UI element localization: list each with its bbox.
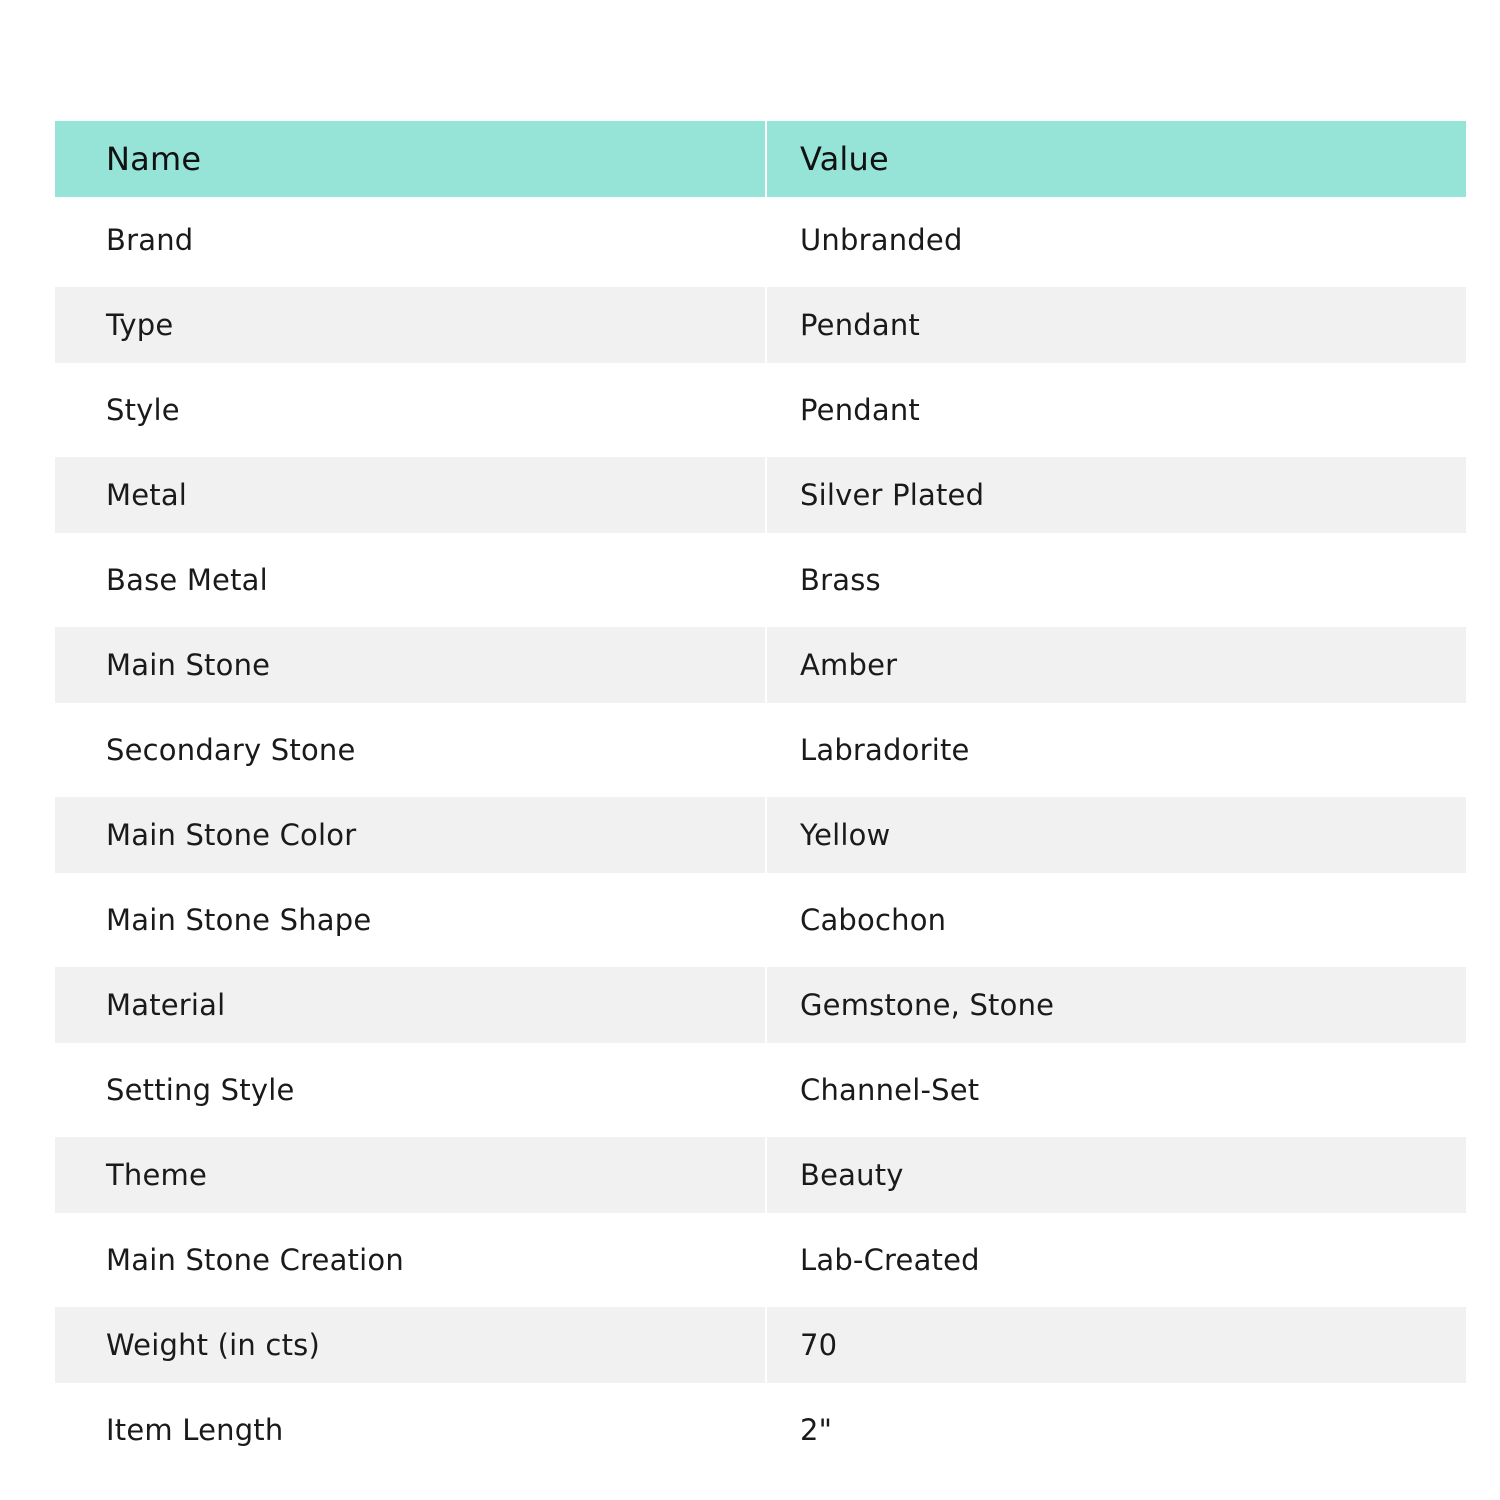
table-row: [55, 287, 1466, 363]
row-value-cell: Cabochon: [800, 902, 947, 937]
row-value-cell: Brass: [800, 562, 881, 597]
row-name-cell: Style: [106, 392, 180, 427]
row-name-cell: Metal: [55, 457, 767, 533]
table-row: [55, 1387, 1466, 1472]
table-row: [55, 627, 1466, 703]
table-row: [55, 1307, 1466, 1383]
table-row: [55, 967, 1466, 1043]
row-name-cell: Brand: [106, 222, 194, 257]
row-value-cell: Labradorite: [800, 732, 970, 767]
row-name-cell: Main Stone Color: [55, 797, 767, 873]
row-value-cell: 2": [800, 1412, 833, 1447]
row-value-cell: Pendant: [800, 308, 921, 342]
row-value-cell: Silver Plated: [800, 478, 985, 512]
row-value-cell: Lab-Created: [800, 1242, 980, 1277]
table-row: [55, 367, 1466, 452]
row-name-cell: Item Length: [106, 1412, 284, 1447]
row-value-cell: Beauty: [800, 1158, 904, 1192]
column-header-name: Name: [55, 121, 767, 197]
row-name-cell: Main Stone: [55, 627, 767, 703]
row-name-cell: Theme: [55, 1137, 767, 1213]
table-row: [55, 197, 1466, 282]
row-value-cell: Unbranded: [800, 222, 963, 257]
row-name-cell: Main Stone Shape: [106, 902, 372, 937]
row-value-cell: Yellow: [800, 818, 891, 852]
item-specifics-table: [55, 121, 1466, 1472]
row-name-cell: Material: [55, 967, 767, 1043]
row-name-cell: Base Metal: [106, 562, 268, 597]
table-row: [55, 1047, 1466, 1132]
row-name-cell: Type: [55, 287, 767, 363]
row-value-cell: Channel-Set: [800, 1072, 980, 1107]
row-value-cell: Amber: [800, 648, 898, 682]
table-row: [55, 797, 1466, 873]
row-name-cell: Weight (in cts): [55, 1307, 767, 1383]
table-row: [55, 1217, 1466, 1302]
row-name-cell: Main Stone Creation: [106, 1242, 404, 1277]
row-value-cell: 70: [800, 1328, 838, 1362]
row-value-cell: Pendant: [800, 392, 921, 427]
table-body: [55, 197, 1466, 1472]
column-header-value: Value: [800, 140, 889, 178]
table-row: [55, 877, 1466, 962]
table-row: [55, 537, 1466, 622]
table-row: [55, 1137, 1466, 1213]
table-row: [55, 457, 1466, 533]
row-name-cell: Secondary Stone: [106, 732, 356, 767]
table-row: [55, 707, 1466, 792]
row-value-cell: Gemstone, Stone: [800, 988, 1055, 1022]
row-name-cell: Setting Style: [106, 1072, 295, 1107]
table-header-row: [55, 121, 1466, 197]
